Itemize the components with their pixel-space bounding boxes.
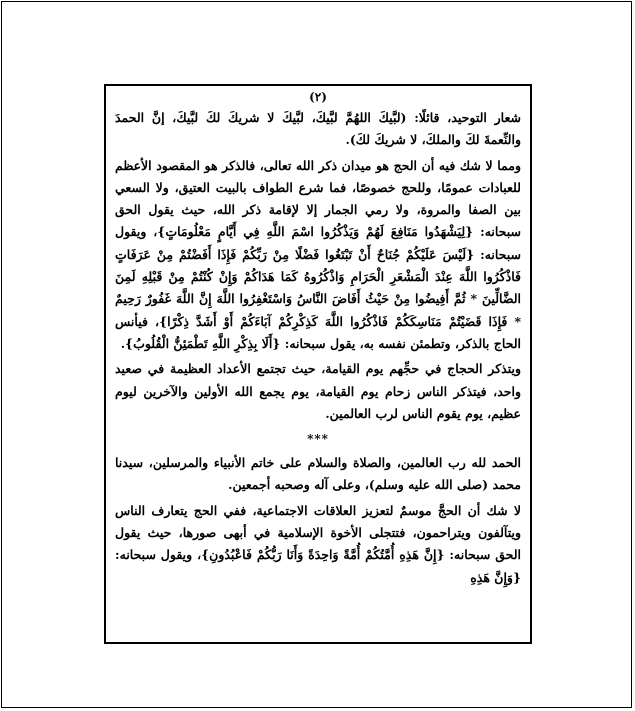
paragraph-social-relations: لا شك أن الحجَّ موسمٌ لتعزيز العلاقات الاجتماعية، ففي الحج يتعارف الناس ويتآلفون ويتراحمون، فتتجلى الأخوة الإسلامية في أبهى صورها، حيث يقول الحق سبحانه: {إِنَّ هَذِهِ أُمَّتُكُمْ أُمَّةً وَاحِدَةً وَأَنَا رَبُّكُمْ فَاعْبُدُونِ}، ويقول سبحانه: {وَإِنَّ هَذِهِ xyxy=(115,502,521,585)
paragraph-praise: الحمد لله رب العالمين، والصلاة والسلام على خاتم الأنبياء والمرسلين، سيدنا محمد (صلى الله عليه وسلم)، وعلى آله وصحبه أجمعين. xyxy=(115,455,521,493)
text-frame xyxy=(104,84,532,644)
paragraph-dhikr: ومما لا شك فيه أن الحج هو ميدان ذكر الله تعالى، فالذكر هو المقصود الأعظم للعبادات عمومًا، وللحج خصوصًا، فما شرع الطواف بالبيت العتيق، ولا السعي بين الصفا والمروة، ولا رمي الجمار إلا لإقامة ذكر الله، حيث يقول الحق سبحانه: {لِيَشْهَدُوا مَنَافِعَ لَهُمْ وَيَذْكُرُوا اسْمَ اللَّهِ فِي أَيَّامٍ مَعْلُومَاتٍ}، ويقول سبحانه: {لَيْسَ عَلَيْكُمْ جُنَاحٌ أَنْ تَبْتَغُوا فَضْلًا مِنْ رَبِّكُمْ فَإِذَا أَفَضْتُمْ مِنْ عَرَفَاتٍ فَاذْكُرُوا اللَّهَ عِنْدَ الْمَشْعَرِ الْحَرَامِ وَاذْكُرُوهُ كَمَا هَدَاكُمْ وَإِنْ كُنْتُمْ مِنْ قَبْلِهِ لَمِنَ الضَّالِّينَ * ثُمَّ أَفِيضُوا مِنْ حَيْثُ أَفَاضَ النَّاسُ وَاسْتَغْفِرُوا اللَّهَ إِنَّ اللَّهَ غَفُورٌ رَحِيمٌ * فَإِذَا قَضَيْتُمْ مَنَاسِكَكُمْ فَاذْكُرُوا اللَّهَ كَذِكْرِكُمْ آبَاءَكُمْ أَوْ أَشَدَّ ذِكْرًا}، فيأنس الحاج بالذكر، وتطمئن نفسه به، يقول سبحانه: {أَلَا بِذِكْرِ اللَّهِ تَطْمَئِنُّ الْقُلُوبُ}. xyxy=(115,157,521,351)
paragraph-resurrection: ويتذكر الحجاج في حجِّهم يوم القيامة، حيث تجتمع الأعداد العظيمة في صعيد واحد، فيتذكر الناس زحام يوم القيامة، يوم يجمع الله الأولين والآخرين ليوم عظيم، يوم يقوم الناس لرب العالمين. xyxy=(115,361,521,421)
page-number: (٢) xyxy=(309,90,327,104)
section-divider: *** xyxy=(307,432,329,447)
paragraph-talbiyah: شعار التوحيد، قائلًا: (لبَّيكَ اللهُمَّ لبَّيكَ، لبَّيكَ لا شريكَ لكَ لبَّيكَ، إنَّ الحمدَ والنِّعمةَ لكَ والملكَ، لا شريكَ لكَ). xyxy=(115,110,521,148)
